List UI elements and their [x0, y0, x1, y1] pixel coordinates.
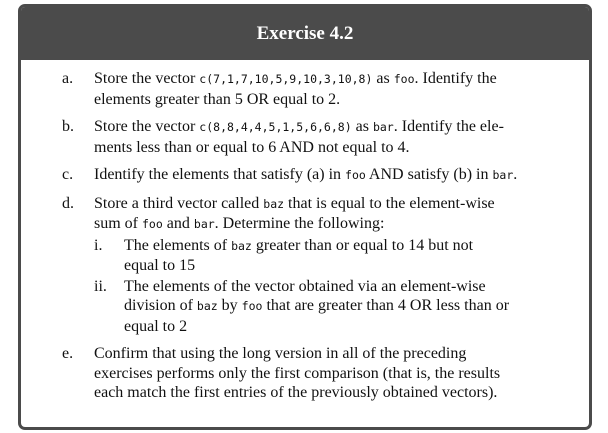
text-segment: that are greater than 4 OR less than or [262, 297, 510, 314]
item-label: c. [62, 166, 74, 183]
text-line [94, 364, 589, 384]
inline-code: bar [193, 217, 215, 231]
exercise-box [18, 4, 592, 430]
text-segment: The elements of the vector obtained via an element-wise [124, 277, 486, 295]
text-segment: AND satisfy (b) in [365, 166, 493, 183]
subitem-label: i. [94, 236, 103, 254]
exercise-subitem [94, 236, 589, 276]
exercise-item-e [21, 344, 589, 403]
text-segment: each match the first entries of the previously obtained vectors). [94, 384, 498, 401]
text-line [124, 317, 589, 337]
inline-code: bar [372, 120, 394, 134]
exercise-item-a [21, 69, 589, 109]
text-line [124, 256, 589, 276]
text-line [124, 236, 589, 257]
text-line [94, 165, 589, 186]
inline-code: bar [492, 168, 514, 182]
text-segment: that is equal to the element-wise [284, 194, 495, 212]
text-segment: by [217, 297, 242, 314]
text-segment: . Identify the ele- [393, 118, 504, 135]
text-segment: . [513, 166, 518, 183]
text-line [94, 69, 589, 90]
text-segment: Store a third vector called [94, 194, 264, 212]
text-segment: The elements of [124, 236, 232, 254]
exercise-item-c [21, 165, 589, 186]
exercise-item-b [21, 117, 589, 157]
text-line [124, 277, 589, 297]
text-segment: . Identify the [414, 70, 497, 87]
text-segment: elements greater than 5 OR equal to 2. [94, 90, 341, 108]
item-label: a. [62, 70, 74, 87]
text-segment: sum of [94, 215, 142, 232]
text-segment: greater than or equal to 14 but not [251, 236, 474, 254]
text-segment: . Determine the following: [214, 215, 385, 232]
text-segment: as [351, 118, 373, 135]
text-line [124, 296, 589, 317]
exercise-item-d [21, 194, 589, 337]
text-segment: equal to 15 [124, 257, 196, 274]
text-segment: and [162, 215, 194, 232]
text-line [94, 344, 589, 364]
text-segment: Identify the elements that satisfy (a) in [94, 166, 346, 183]
text-line [94, 194, 589, 215]
inline-code: foo [345, 168, 366, 182]
inline-code: foo [241, 299, 263, 313]
text-segment: ments less than or equal to 6 AND not equal to 4. [94, 138, 410, 156]
text-segment: Store the vector [94, 118, 200, 135]
item-label: d. [62, 194, 74, 212]
inline-code: c(8,8,4,4,5,1,5,6,6,8) [199, 120, 352, 134]
inline-code: baz [263, 196, 285, 211]
inline-code: c(7,1,7,10,5,9,10,3,10,8) [199, 72, 373, 86]
exercise-subitem [94, 277, 589, 337]
inline-code: foo [142, 217, 163, 231]
item-label: b. [62, 118, 74, 135]
subitem-label: ii. [94, 277, 107, 295]
exercise-list [21, 69, 589, 411]
text-line [94, 214, 589, 235]
inline-code: foo [393, 72, 415, 86]
text-segment: Store the vector [94, 70, 200, 87]
text-segment: equal to 2 [124, 317, 188, 335]
text-segment: division of [124, 297, 197, 314]
text-segment: exercises performs only the first comparison (that is, the results [94, 364, 501, 382]
text-line [94, 90, 589, 110]
text-line [94, 138, 589, 158]
text-line [94, 117, 589, 138]
text-segment: as [372, 70, 394, 87]
inline-code: baz [196, 299, 218, 313]
inline-code: baz [231, 238, 252, 253]
item-label: e. [62, 345, 74, 362]
text-segment: Confirm that using the long version in all of the preceding [94, 345, 467, 362]
text-line [94, 383, 589, 403]
exercise-title: Exercise 4.2 [21, 7, 589, 60]
